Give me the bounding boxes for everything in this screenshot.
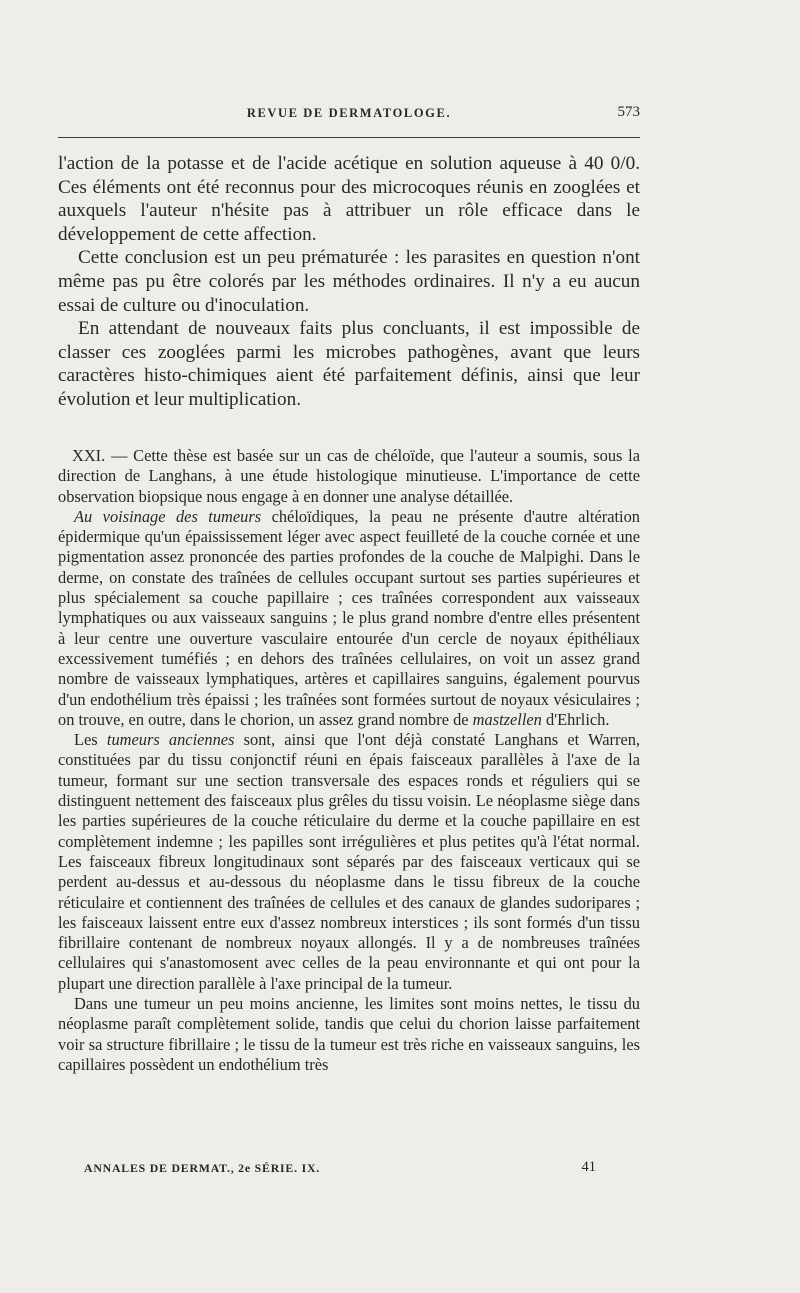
running-head: [58, 106, 640, 126]
header-rule: [58, 137, 640, 138]
footer: [84, 1159, 596, 1179]
sheet-number: 41: [581, 1159, 596, 1175]
section-intro: — Cette thèse est basée sur un cas de chéloïde, que l'auteur a soumis, sous la direction de Langhans, à une étude histologique minutieuse. L'importance de cette observation biopsique nous engage à en donner une analyse détaillée.: [58, 446, 640, 506]
paragraph: Dans une tumeur un peu moins ancienne, les limites sont moins nettes, le tissu du néoplasme paraît complètement solide, tandis que celui du chorion laisse parfaitement voir sa structure fibrillaire ; le tissu de la tumeur est très riche en vaisseaux sanguins, les capillaires possèdent un endothélium très: [58, 994, 640, 1074]
body-text-large: [58, 152, 640, 412]
paragraph: Cette conclusion est un peu prématurée : les parasites en question n'ont même pas pu être colorés par les méthodes ordinaires. Il n'y a eu aucun essai de culture ou d'inoculation.: [58, 247, 640, 316]
paragraph-text: Les: [74, 730, 107, 750]
paragraph-text: d'Ehrlich.: [541, 709, 610, 729]
running-title: REVUE DE DERMATOLOGE.: [246, 106, 452, 120]
italic-term: mastzellen: [472, 709, 542, 729]
paragraph-text: sont, ainsi que l'ont déjà constaté Langhans et Warren, constituées par du tissu conjonctif réuni en épais faisceaux parallèles à l'axe de la tumeur, formant sur une section transversale des espaces ronds et réguliers qui se distinguent nettement des faisceaux plus grêles du tissu voisin. Le néoplasme siège dans les parties supérieures de la couche réticulaire du derme et la couche papillaire en est complètement indemne ; les papilles sont irrégulières et plus petites qu'à l'état normal. Les faisceaux fibreux longitudinaux sont séparés par des faisceaux verticaux qui se perdent au-dessus et au-dessous du néoplasme dans le tissu fibreux de la couche réticulaire et contiennent des traînées de cellules et des canaux de glandes sudoripares ; les faisceaux laissent entre eux d'assez nombreux interstices ; ils sont formés d'un tissu fibrillaire contenant de nombreux noyaux allongés. Il y a de nombreuses traînées cellulaires qui s'anastomosent avec celles de la peau environnante et qui ont pour la plupart une direction parallèle à l'axe principal de la tumeur.: [58, 730, 641, 993]
paragraph: [58, 730, 640, 994]
italic-phrase: tumeurs anciennes: [106, 730, 235, 750]
section-label: XXI.: [72, 446, 106, 465]
section-paragraph: [58, 446, 640, 507]
page-number: 573: [617, 104, 640, 120]
body-text-small: [58, 446, 640, 1075]
paragraph-text: chéloïdiques, la peau ne présente d'autre altération épidermique qu'un épaississement léger avec aspect feuilleté de la couche cornée et une pigmentation assez prononcée des parties profondes de la couche de Malpighi. Dans le derme, on constate des traînées de cellules occupant surtout ses parties supérieures et plus spécialement sa couche papillaire ; ces traînées correspondent aux vaisseaux lymphatiques ou aux vaisseaux sanguins ; le plus grand nombre d'entre elles présentent à leur centre une ouverture vasculaire entourée d'un cercle de noyaux épithéliaux excessivement tuméfiés ; en dehors des traînées cellulaires, on voit un assez grand nombre de vaisseaux lymphatiques, artères et capillaires sanguins, également pourvus d'un endothélium très épaissi ; les traînées sont formées surtout de noyaux vésiculaires ; on trouve, en outre, dans le chorion, un assez grand nombre de: [58, 506, 640, 729]
paragraph: En attendant de nouveaux faits plus concluants, il est impossible de classer ces zooglées parmi les microbes pathogènes, avant que leurs caractères histo-chimiques aient été parfaitement définis, ainsi que leur évolution et leur multiplication.: [58, 318, 640, 410]
italic-phrase: Au voisinage des tumeurs: [74, 506, 262, 526]
paragraph: l'action de la potasse et de l'acide acétique en solution aqueuse à 40 0/0. Ces éléments ont été reconnus pour des microcoques réunis en zooglées et auxquels l'auteur n'hésite pas à attribuer un rôle efficace dans le développement de cette affection.: [58, 153, 640, 245]
paragraph: [58, 507, 640, 730]
signature-line: ANNALES DE DERMAT., 2e SÉRIE. IX.: [84, 1161, 321, 1175]
